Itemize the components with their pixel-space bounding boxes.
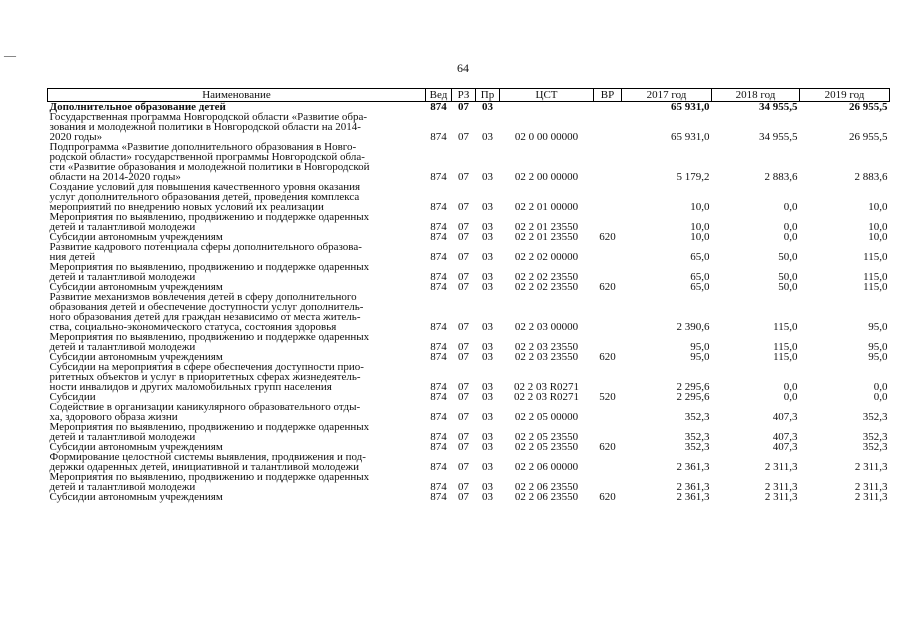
row-pr: 03: [482, 441, 493, 453]
row-2017: 10,0: [690, 221, 710, 233]
row-name: Субсидии: [49, 391, 96, 403]
row-2018: 115,0: [773, 341, 798, 353]
row-cst: 02 2 05 00000: [514, 411, 579, 423]
row-2019: 2 311,3: [854, 491, 888, 503]
row-vr: 620: [599, 351, 616, 363]
row-vr: [594, 362, 622, 392]
table-body: [48, 102, 890, 503]
row-rz: 07: [458, 431, 469, 443]
table-header-row: [48, 89, 890, 102]
row-2017: 2 361,3: [676, 481, 710, 493]
row-name: Формирование целостной системы выявления, продвижения и под- держки одаренных детей, инициативной и талантливой молодежи: [49, 451, 366, 473]
row-2019: 115,0: [863, 251, 888, 263]
row-vr: [594, 242, 622, 262]
table-row: [48, 182, 890, 212]
row-pr: 03: [482, 321, 493, 333]
row-vr: [594, 112, 622, 142]
row-2017: 2 361,3: [676, 461, 710, 473]
row-cst: 02 2 05 23550: [514, 431, 579, 443]
row-name: Развитие кадрового потенциала сферы дополнительного образова- ния детей: [49, 241, 362, 263]
row-vr: [594, 402, 622, 422]
budget-table: [47, 88, 890, 502]
row-pr: 03: [482, 221, 493, 233]
row-pr: 03: [482, 171, 493, 183]
row-2017: 5 179,2: [676, 171, 710, 183]
row-name: Мероприятия по выявлению, продвижению и поддержке одаренных детей и талантливой молодежи: [49, 261, 370, 283]
row-vr: [594, 212, 622, 232]
table-row: [48, 332, 890, 352]
row-name: Субсидии автономным учреждениям: [49, 441, 223, 453]
row-2018: 2 311,3: [764, 491, 798, 503]
row-rz: 07: [458, 171, 469, 183]
header-2018: 2018 год: [712, 89, 800, 102]
row-ved: 874: [430, 231, 447, 243]
row-2017: 352,3: [684, 441, 710, 453]
row-name: Государственная программа Новгородской области «Развитие обра- зования и молодежной политики в Новгородской области на 2014- 2020 годы»: [49, 111, 367, 143]
row-ved: 874: [430, 411, 447, 423]
row-pr: 03: [482, 271, 493, 283]
row-name: Мероприятия по выявлению, продвижению и поддержке одаренных детей и талантливой молодежи: [49, 471, 370, 493]
row-2018: 0,0: [783, 391, 798, 403]
row-name: Мероприятия по выявлению, продвижению и поддержке одаренных детей и талантливой молодежи: [49, 211, 370, 233]
row-rz: 07: [458, 131, 469, 143]
row-cst: 02 2 02 23550: [514, 271, 579, 283]
row-ved: 874: [430, 431, 447, 443]
row-cst: 02 2 03 R0271: [513, 381, 580, 393]
table-row: [48, 492, 890, 502]
row-rz: 07: [458, 441, 469, 453]
row-rz: 07: [458, 101, 469, 113]
row-ved: 874: [430, 321, 447, 333]
header-pr: Пр: [476, 89, 500, 102]
row-2017: 65,0: [690, 281, 710, 293]
row-2017: 65 931,0: [671, 131, 710, 143]
row-rz: 07: [458, 271, 469, 283]
row-2017: 2 295,6: [676, 391, 710, 403]
row-ved: 874: [430, 441, 447, 453]
row-rz: 07: [458, 341, 469, 353]
row-2019: 26 955,5: [849, 131, 888, 143]
table-row: [48, 362, 890, 392]
row-cst: 02 2 01 23550: [514, 231, 579, 243]
row-cst: 02 2 02 00000: [514, 251, 579, 263]
row-pr: 03: [482, 251, 493, 263]
row-2018: 407,3: [772, 411, 798, 423]
table-row: [48, 262, 890, 282]
row-2019: 26 955,5: [849, 101, 888, 113]
row-vr: [594, 262, 622, 282]
row-vr: [594, 182, 622, 212]
row-2019: 2 311,3: [854, 461, 888, 473]
row-cst: [500, 102, 594, 113]
row-ved: 874: [430, 221, 447, 233]
table-row: [48, 422, 890, 442]
row-2017: 2 295,6: [676, 381, 710, 393]
table-row: [48, 212, 890, 232]
row-2017: 10,0: [690, 231, 710, 243]
row-ved: 874: [430, 131, 447, 143]
row-name: Подпрограмма «Развитие дополнительного образования в Новго- родской области» государственной программы Новгородской обла- сти «Развитие образования и молодежной политики в Новгородской области на 2014-2020 годы»: [49, 141, 370, 183]
row-2018: 34 955,5: [759, 101, 798, 113]
row-ved: 874: [430, 491, 447, 503]
row-cst: 02 2 03 23550: [514, 351, 579, 363]
row-2019: 2 311,3: [854, 481, 888, 493]
row-rz: 07: [458, 351, 469, 363]
row-2019: 10,0: [868, 221, 888, 233]
row-ved: 874: [430, 351, 447, 363]
row-cst: 02 2 01 00000: [514, 201, 579, 213]
row-2019: 352,3: [862, 411, 888, 423]
row-2017: 10,0: [690, 201, 710, 213]
row-cst: 02 2 06 23550: [514, 491, 579, 503]
row-rz: 07: [458, 481, 469, 493]
row-2018: 407,3: [772, 431, 798, 443]
row-name: Развитие механизмов вовлечения детей в сферу дополнительного образования детей и обеспечение доступности услуг дополнитель- ного образования детей для граждан независимо от места житель- ства, социально-экономического статуса, состояния здоровья: [49, 291, 364, 333]
header-2017: 2017 год: [622, 89, 712, 102]
row-pr: 03: [482, 281, 493, 293]
row-cst: 02 2 03 23550: [514, 341, 579, 353]
row-vr: 620: [599, 281, 616, 293]
row-2019: 352,3: [862, 431, 888, 443]
header-rz: РЗ: [452, 89, 476, 102]
header-name: Наименование: [48, 89, 426, 102]
header-ved: Вед: [426, 89, 452, 102]
row-vr: [594, 332, 622, 352]
row-vr: 620: [599, 491, 616, 503]
table-row: [48, 242, 890, 262]
row-pr: 03: [482, 391, 493, 403]
row-rz: 07: [458, 381, 469, 393]
row-2018: 0,0: [783, 201, 798, 213]
row-pr: 03: [482, 131, 493, 143]
row-2018: 34 955,5: [759, 131, 798, 143]
row-2019: 115,0: [863, 281, 888, 293]
row-2019: 2 883,6: [854, 171, 888, 183]
row-ved: 874: [430, 381, 447, 393]
row-vr: [594, 422, 622, 442]
row-2018: 2 311,3: [764, 481, 798, 493]
row-2017: 2 361,3: [676, 491, 710, 503]
row-pr: 03: [482, 351, 493, 363]
row-2019: 0,0: [873, 381, 888, 393]
row-ved: 874: [430, 271, 447, 283]
row-vr: [594, 472, 622, 492]
row-pr: 03: [482, 431, 493, 443]
row-ved: 874: [430, 281, 447, 293]
row-vr: [594, 102, 622, 113]
row-rz: 07: [458, 491, 469, 503]
row-cst: 02 2 01 23550: [514, 221, 579, 233]
row-rz: 07: [458, 461, 469, 473]
row-ved: 874: [430, 481, 447, 493]
row-rz: 07: [458, 411, 469, 423]
margin-mark: —: [4, 48, 16, 62]
header-vr: ВР: [594, 89, 622, 102]
row-2017: 95,0: [690, 341, 710, 353]
row-cst: 02 2 03 00000: [514, 321, 579, 333]
table-row: [48, 452, 890, 472]
row-2017: 352,3: [684, 431, 710, 443]
row-2019: 352,3: [862, 441, 888, 453]
row-name: Создание условий для повышения качественного уровня оказания услуг дополнительного образования детей, проведения комплекса мероприятий по внедрению новых условий их реализации: [49, 181, 361, 213]
header-2019: 2019 год: [800, 89, 890, 102]
row-2018: 407,3: [772, 441, 798, 453]
row-2017: 95,0: [690, 351, 710, 363]
row-2018: 0,0: [783, 381, 798, 393]
row-2017: 2 390,6: [676, 321, 710, 333]
row-rz: 07: [458, 221, 469, 233]
row-rz: 07: [458, 391, 469, 403]
row-cst: 02 2 05 23550: [514, 441, 579, 453]
row-name: Субсидии на мероприятия в сфере обеспечения доступности прио- ритетных объектов и услуг в приоритетных сферах жизнедеятель- ности инвалидов и других маломобильных групп населения: [49, 361, 364, 393]
row-ved: 874: [430, 171, 447, 183]
row-ved: 874: [430, 391, 447, 403]
row-pr: 03: [482, 411, 493, 423]
row-2018: 50,0: [778, 271, 798, 283]
row-ved: 874: [430, 201, 447, 213]
table-row: [48, 472, 890, 492]
row-vr: 520: [599, 391, 616, 403]
row-2018: 50,0: [778, 251, 798, 263]
row-cst: 02 2 06 23550: [514, 481, 579, 493]
row-2019: 0,0: [873, 391, 888, 403]
row-2019: 10,0: [868, 201, 888, 213]
row-rz: 07: [458, 231, 469, 243]
row-2017: 65,0: [690, 251, 710, 263]
row-pr: 03: [482, 461, 493, 473]
row-2017: 65,0: [690, 271, 710, 283]
row-cst: 02 2 02 23550: [514, 281, 579, 293]
row-cst: 02 2 00 00000: [514, 171, 579, 183]
row-pr: 03: [482, 491, 493, 503]
row-vr: 620: [599, 231, 616, 243]
row-ved: 874: [430, 251, 447, 263]
row-cst: 02 0 00 00000: [514, 131, 579, 143]
row-2017: 352,3: [684, 411, 710, 423]
row-name: Субсидии автономным учреждениям: [49, 351, 223, 363]
row-2019: 95,0: [868, 351, 888, 363]
row-pr: 03: [482, 481, 493, 493]
table-row: [48, 292, 890, 332]
table-row: [48, 142, 890, 182]
row-rz: 07: [458, 321, 469, 333]
row-2018: 115,0: [773, 351, 798, 363]
row-2018: 0,0: [783, 231, 798, 243]
row-cst: 02 2 03 R0271: [513, 391, 580, 403]
row-2019: 115,0: [863, 271, 888, 283]
row-name: Мероприятия по выявлению, продвижению и поддержке одаренных детей и талантливой молодежи: [49, 331, 370, 353]
page-number: 64: [457, 61, 469, 75]
row-2018: 2 883,6: [764, 171, 798, 183]
row-pr: 03: [482, 341, 493, 353]
row-pr: 03: [482, 381, 493, 393]
row-ved: 874: [430, 461, 447, 473]
row-2018: 50,0: [778, 281, 798, 293]
row-name: Субсидии автономным учреждениям: [49, 491, 223, 503]
row-name: Содействие в организации каникулярного образовательного отды- ха, здорового образа жизни: [49, 401, 361, 423]
row-name: Дополнительное образование детей: [49, 101, 226, 113]
row-name: Субсидии автономным учреждениям: [49, 281, 223, 293]
row-rz: 07: [458, 201, 469, 213]
row-2019: 95,0: [868, 341, 888, 353]
row-2017: 65 931,0: [671, 101, 710, 113]
row-name: Субсидии автономным учреждениям: [49, 231, 223, 243]
row-name: Мероприятия по выявлению, продвижению и поддержке одаренных детей и талантливой молодежи: [49, 421, 370, 443]
row-2018: 115,0: [773, 321, 798, 333]
row-2019: 95,0: [868, 321, 888, 333]
row-vr: [594, 142, 622, 182]
row-2018: 2 311,3: [764, 461, 798, 473]
row-ved: 874: [430, 341, 447, 353]
row-vr: [594, 452, 622, 472]
row-cst: 02 2 06 00000: [514, 461, 579, 473]
row-ved: 874: [430, 101, 447, 113]
row-rz: 07: [458, 281, 469, 293]
row-2019: 10,0: [868, 231, 888, 243]
row-pr: 03: [482, 201, 493, 213]
table-row: [48, 112, 890, 142]
row-rz: 07: [458, 251, 469, 263]
row-pr: 03: [482, 101, 493, 113]
row-vr: [594, 292, 622, 332]
row-2018: 0,0: [783, 221, 798, 233]
header-cst: ЦСТ: [500, 89, 594, 102]
row-pr: 03: [482, 231, 493, 243]
row-vr: 620: [599, 441, 616, 453]
table-row: [48, 402, 890, 422]
